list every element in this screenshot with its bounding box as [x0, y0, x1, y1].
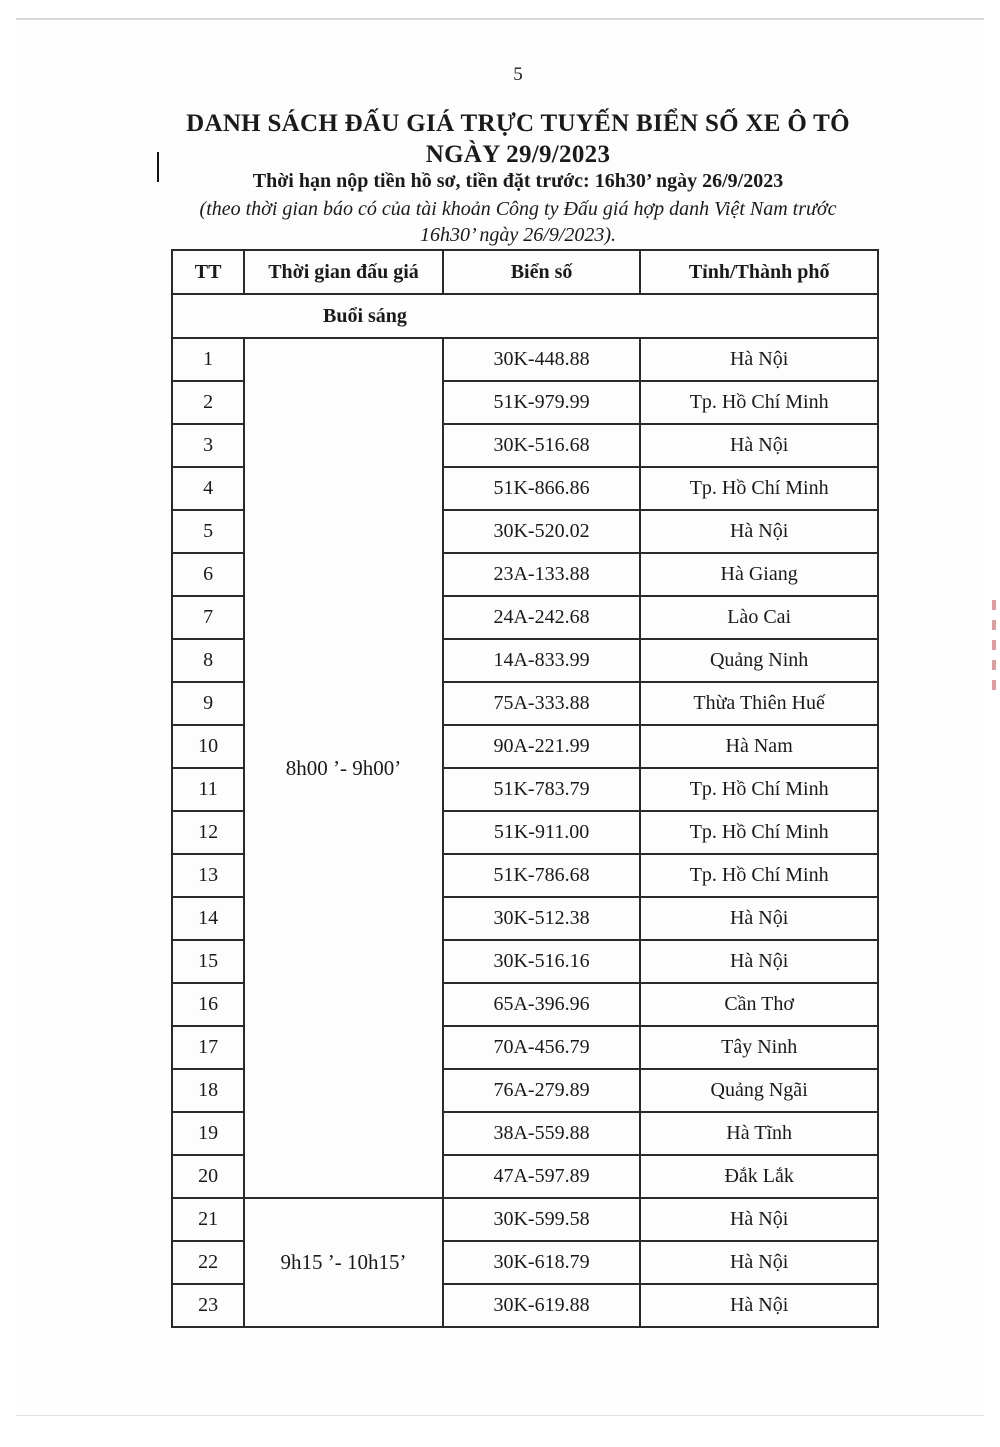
row-plate: 51K-866.86	[443, 467, 641, 510]
row-tt: 18	[172, 1069, 244, 1112]
row-tt: 12	[172, 811, 244, 854]
row-province: Tp. Hồ Chí Minh	[640, 768, 878, 811]
row-tt: 5	[172, 510, 244, 553]
row-province: Hà Nội	[640, 424, 878, 467]
note-line-2: 16h30’ ngày 26/9/2023).	[419, 224, 617, 246]
row-tt: 13	[172, 854, 244, 897]
document-title: DANH SÁCH ĐẤU GIÁ TRỰC TUYẾN BIỂN SỐ XE Ô TÔ	[186, 110, 850, 137]
section-row	[172, 294, 878, 338]
row-province: Quảng Ninh	[640, 639, 878, 682]
row-tt: 15	[172, 940, 244, 983]
deadline-note	[0, 196, 1000, 248]
time-slot-cell: 8h00 ’- 9h00’	[244, 338, 443, 1198]
row-tt: 22	[172, 1241, 244, 1284]
row-province: Hà Nội	[640, 897, 878, 940]
row-plate: 30K-448.88	[443, 338, 641, 381]
row-tt: 23	[172, 1284, 244, 1327]
table-row	[172, 338, 878, 381]
row-plate: 47A-597.89	[443, 1155, 641, 1198]
row-province: Đắk Lắk	[640, 1155, 878, 1198]
row-plate: 90A-221.99	[443, 725, 641, 768]
time-slot-cell: 9h15 ’- 10h15’	[244, 1198, 443, 1327]
row-province: Hà Nội	[640, 338, 878, 381]
row-plate: 65A-396.96	[443, 983, 641, 1026]
header-province: Tỉnh/Thành phố	[640, 250, 878, 294]
stamp-edge-mark	[990, 590, 1000, 740]
row-tt: 10	[172, 725, 244, 768]
row-plate: 51K-979.99	[443, 381, 641, 424]
row-plate: 30K-619.88	[443, 1284, 641, 1327]
row-tt: 4	[172, 467, 244, 510]
row-plate: 38A-559.88	[443, 1112, 641, 1155]
row-province: Hà Nội	[640, 1241, 878, 1284]
row-tt: 19	[172, 1112, 244, 1155]
row-tt: 1	[172, 338, 244, 381]
row-province: Hà Nội	[640, 1284, 878, 1327]
row-province: Hà Nam	[640, 725, 878, 768]
row-province: Lào Cai	[640, 596, 878, 639]
row-plate: 14A-833.99	[443, 639, 641, 682]
row-province: Tp. Hồ Chí Minh	[640, 811, 878, 854]
note-line-1: (theo thời gian báo có của tài khoản Công ty Đấu giá hợp danh Việt Nam trước	[199, 198, 837, 220]
row-plate: 51K-786.68	[443, 854, 641, 897]
row-province: Tây Ninh	[640, 1026, 878, 1069]
row-tt: 14	[172, 897, 244, 940]
page-number: 5	[513, 64, 523, 85]
auction-table	[171, 249, 879, 1328]
row-tt: 20	[172, 1155, 244, 1198]
document-date-title: NGÀY 29/9/2023	[425, 141, 611, 168]
row-province: Tp. Hồ Chí Minh	[640, 381, 878, 424]
header-plate: Biển số	[443, 250, 641, 294]
deadline-line: Thời hạn nộp tiền hồ sơ, tiền đặt trước: 16h30’ ngày 26/9/2023	[252, 170, 784, 192]
row-province: Tp. Hồ Chí Minh	[640, 854, 878, 897]
row-tt: 11	[172, 768, 244, 811]
row-plate: 51K-911.00	[443, 811, 641, 854]
row-plate: 30K-520.02	[443, 510, 641, 553]
row-plate: 76A-279.89	[443, 1069, 641, 1112]
row-plate: 51K-783.79	[443, 768, 641, 811]
row-tt: 7	[172, 596, 244, 639]
row-tt: 6	[172, 553, 244, 596]
row-tt: 8	[172, 639, 244, 682]
row-plate: 30K-599.58	[443, 1198, 641, 1241]
header-tt: TT	[172, 250, 244, 294]
row-tt: 16	[172, 983, 244, 1026]
row-province: Hà Giang	[640, 553, 878, 596]
row-plate: 75A-333.88	[443, 682, 641, 725]
row-province: Hà Nội	[640, 510, 878, 553]
row-tt: 17	[172, 1026, 244, 1069]
row-tt: 3	[172, 424, 244, 467]
section-label: Buổi sáng	[172, 294, 878, 338]
row-plate: 30K-516.68	[443, 424, 641, 467]
table-row	[172, 1198, 878, 1241]
row-province: Cần Thơ	[640, 983, 878, 1026]
row-province: Tp. Hồ Chí Minh	[640, 467, 878, 510]
row-plate: 23A-133.88	[443, 553, 641, 596]
row-province: Quảng Ngãi	[640, 1069, 878, 1112]
row-tt: 9	[172, 682, 244, 725]
row-province: Hà Nội	[640, 940, 878, 983]
row-province: Thừa Thiên Huế	[640, 682, 878, 725]
row-plate: 30K-512.38	[443, 897, 641, 940]
table-header-row	[172, 250, 878, 294]
row-tt: 2	[172, 381, 244, 424]
row-province: Hà Tĩnh	[640, 1112, 878, 1155]
table-body	[172, 294, 878, 1327]
row-plate: 30K-618.79	[443, 1241, 641, 1284]
row-plate: 30K-516.16	[443, 940, 641, 983]
row-tt: 21	[172, 1198, 244, 1241]
row-province: Hà Nội	[640, 1198, 878, 1241]
row-plate: 24A-242.68	[443, 596, 641, 639]
row-plate: 70A-456.79	[443, 1026, 641, 1069]
header-time: Thời gian đấu giá	[244, 250, 443, 294]
